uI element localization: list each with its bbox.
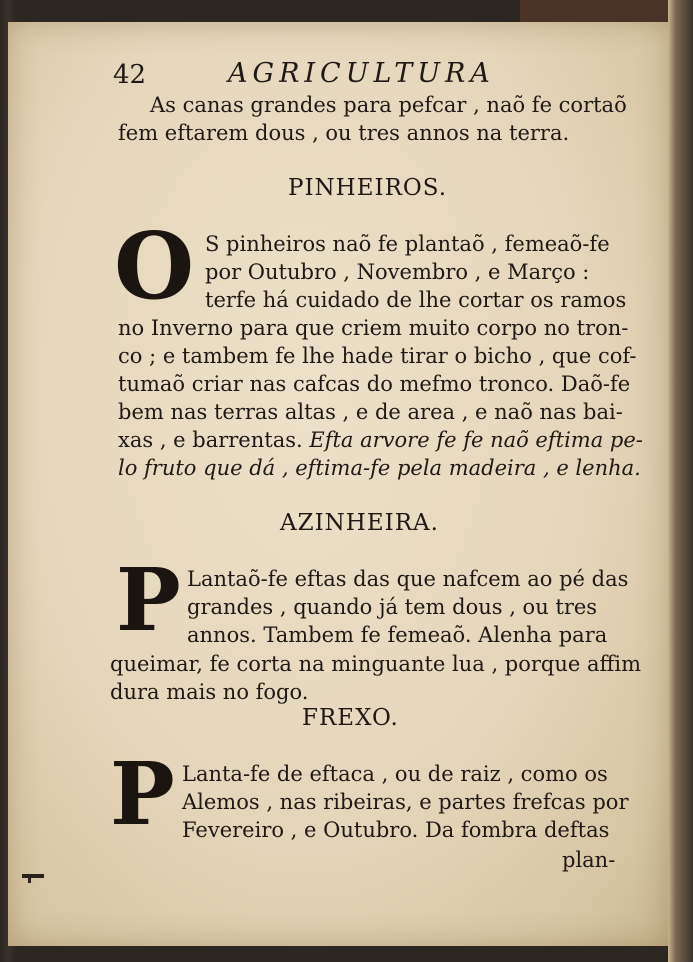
text-line: As canas grandes para pefcar , naõ fe cortaõ [150,93,627,117]
binding-mark [22,874,44,878]
text-line: Lantaõ-fe eftas das que nafcem ao pé das [187,567,629,591]
section-heading-frexo: FREXO. [302,705,399,731]
text-line: Alemos , nas ribeiras, e partes frefcas por [182,790,629,814]
text-line: queimar, fe corta na minguante lua , porque affim [110,652,642,676]
text-line: grandes , quando já tem dous , ou tres [187,595,598,619]
page-edge-shadow [668,0,693,962]
text-run: xas , e barrentas. [118,428,303,452]
text-line: fem eftarem dous , ou tres annos na terra. [118,121,570,145]
section-heading-pinheiros: PINHEIROS. [288,175,448,201]
drop-cap-p: P [110,744,175,845]
text-line [118,428,643,452]
text-line: terfe há cuidado de lhe cortar os ramos [205,288,627,312]
text-line: Fevereiro , e Outubro. Da fombra deftas [182,818,610,842]
drop-cap-o: O [114,212,195,320]
text-line: tumaõ criar nas cafcas do mefmo tronco. Daõ-fe [118,372,631,396]
running-title: AGRICULTURA [228,58,495,89]
text-line: co ; e tambem fe lhe hade tirar o bicho , que cof- [118,344,637,368]
text-line: dura mais no fogo. [110,680,309,704]
page-number: 42 [113,60,147,90]
text-line: por Outubro , Novembro , e Março : [205,260,590,284]
catchword: plan- [562,848,616,872]
section-heading-azinheira: AZINHEIRA. [280,510,439,536]
italic-run: Efta arvore fe fe naõ eftima pe- [309,428,643,452]
text-line: Lanta-fe de eftaca , ou de raiz , como os [182,762,608,786]
text-line: annos. Tambem fe femeaõ. Alenha para [187,623,608,647]
text-line: bem nas terras altas , e de area , e naõ nas bai- [118,400,623,424]
italic-text-line: lo fruto que dá , eftima-fe pela madeira , e lenha. [118,456,641,480]
drop-cap-p: P [116,550,181,651]
text-line: no Inverno para que criem muito corpo no tron- [118,316,629,340]
text-line: S pinheiros naõ fe plantaõ , femeaõ-fe [205,232,610,256]
